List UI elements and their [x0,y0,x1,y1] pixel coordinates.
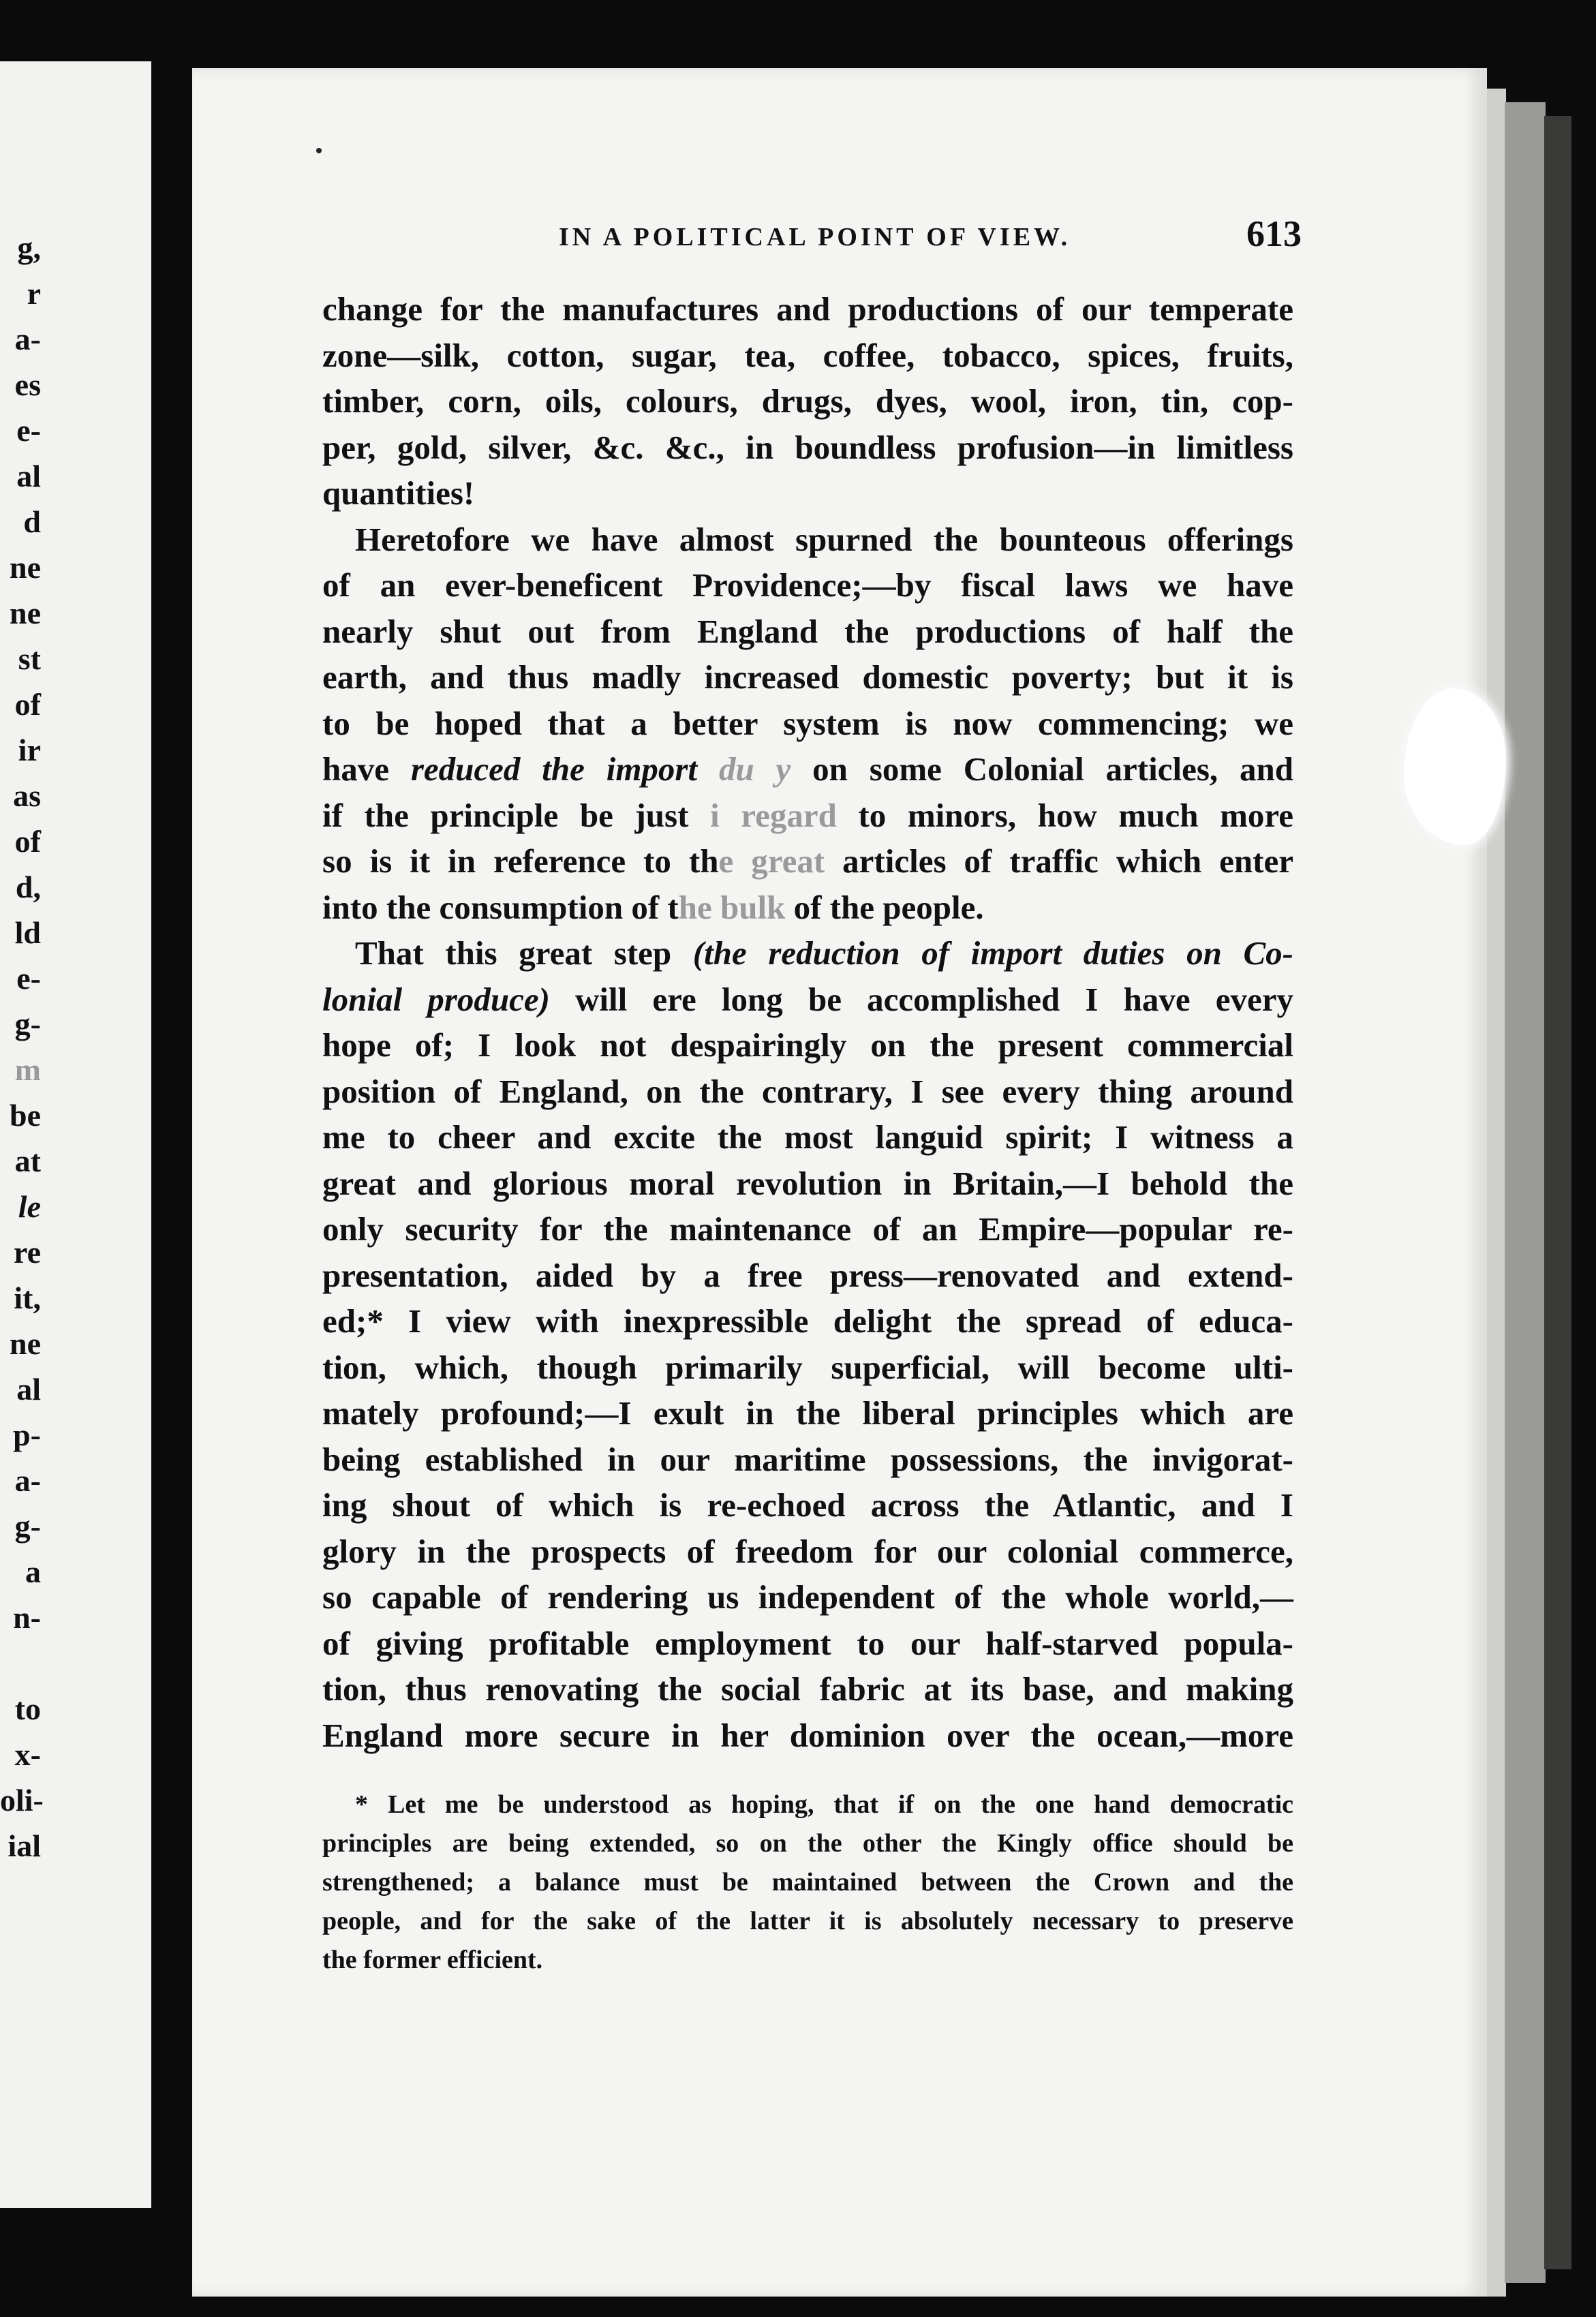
fragment: le [18,1189,41,1224]
fragment: at [14,1144,41,1178]
paragraph-2 [322,517,1293,931]
fragment: d [23,504,41,539]
fragment: m [14,1052,41,1087]
fragment: g- [14,1509,41,1544]
fragment: a [25,1554,41,1589]
fragment: es [14,367,41,402]
text-line: change for the manufactures and productions of our temperate [322,290,1293,328]
fragment: oli- [0,1783,44,1817]
fragment: be [10,1098,41,1133]
fragment: a- [14,322,41,356]
text-run: into the consumption of t [322,888,679,926]
fragment: d, [15,870,41,904]
text-line [322,793,1293,839]
text-run: if the principle be just [322,796,711,834]
text-line: per, gold, silver, &c. &c., in boundless profusion—in limitless [322,428,1293,466]
text-run: That this great step [355,934,693,972]
footnote [322,1785,1293,1980]
fragment [0,1640,41,1686]
text-line: position of England, on the contrary, I see every thing around [322,1072,1293,1110]
footnote-line: principles are being extended, so on the other the Kingly office should be [322,1829,1293,1858]
fragment: of [14,687,41,722]
fragment: ir [18,733,41,767]
faded-run: e great [718,842,825,880]
text-run: so is it in reference to th [322,842,719,880]
fragment: r [27,276,41,311]
text-line: quantities! [322,474,475,512]
fragment: p- [13,1417,41,1452]
fragment: g, [17,230,41,265]
fragment: it, [14,1280,41,1315]
text-line: of an ever-beneficent Providence;—by fiscal laws we have [322,566,1293,604]
text-line: so capable of rendering us independent of the whole world,— [322,1578,1293,1616]
text-line: presentation, aided by a free press—renovated and extend- [322,1256,1293,1294]
italic-run: lonial produce) [322,980,550,1018]
fragment: g- [14,1007,41,1041]
italic-run: (the reduction of import duties on Co- [692,934,1293,972]
text-line: Heretofore we have almost spurned the bounteous offerings [355,520,1293,558]
italic-run: reduced the import [410,750,698,788]
text-line: hope of; I look not despairingly on the present commercial [322,1026,1293,1064]
text-line: England more secure in her dominion over the ocean,—more [322,1716,1293,1754]
fragment: as [13,778,41,813]
fragment: a- [14,1463,41,1498]
fragment: of [14,824,41,859]
paragraph-3 [322,930,1293,1758]
text-run: have [322,750,411,788]
fragment: ne [10,1326,41,1361]
text-run: of the people. [785,888,984,926]
text-line: only security for the maintenance of an Empire—popular re- [322,1210,1293,1248]
facing-page-text-fragments [0,225,44,1869]
faded-run: du y [697,750,791,788]
fragment: e- [16,413,41,448]
body-text [322,286,1293,1758]
ink-speck [316,148,322,153]
text-run: articles of traffic which enter [825,842,1293,880]
text-line: of giving profitable employment to our half-starved popula- [322,1624,1293,1662]
text-line: tion, thus renovating the social fabric at its base, and making [322,1670,1293,1708]
page-edge [1505,102,1546,2283]
text-line [322,885,1293,931]
text-run: to minors, how much more [836,796,1294,834]
text-line: ing shout of which is re-echoed across the Atlantic, and I [322,1486,1293,1524]
text-line: zone—silk, cotton, sugar, tea, coffee, tobacco, spices, fruits, [322,336,1293,374]
fragment: x- [14,1737,41,1772]
text-line: earth, and thus madly increased domestic poverty; but it is [322,658,1293,696]
text-line: tion, which, though primarily superficial, will become ulti- [322,1348,1293,1386]
paragraph-1 [322,286,1293,517]
text-line: mately profound;—I exult in the liberal principles which are [322,1394,1293,1432]
faded-run: he bulk [678,888,786,926]
footnote-line: * Let me be understood as hoping, that if on the one hand democratic [355,1790,1293,1819]
fragment: al [16,1372,41,1407]
text-line [322,838,1293,885]
text-line [322,746,1293,793]
page-number: 613 [1246,213,1302,254]
running-head: IN A POLITICAL POINT OF VIEW. [559,223,1071,251]
text-line: to be hoped that a better system is now commencing; we [322,704,1293,742]
text-run: will ere long be accomplished I have every [549,980,1293,1018]
page-header [559,213,1302,260]
footnote-line: people, and for the sake of the latter it is absolutely necessary to preserve [322,1907,1293,1935]
text-line [322,977,1293,1023]
text-line: me to cheer and excite the most languid spirit; I witness a [322,1118,1293,1156]
fragment: ne [10,596,41,630]
fragment: ne [10,550,41,585]
fragment: e- [16,961,41,996]
footnote-line: the former efficient. [322,1946,543,1974]
fragment: re [13,1235,41,1270]
fragment: al [16,459,41,493]
page-edge [1544,116,1571,2269]
fragment: n- [13,1600,41,1635]
text-line: ed;* I view with inexpressible delight the spread of educa- [322,1302,1293,1340]
text-line [322,930,1293,977]
text-line: timber, corn, oils, colours, drugs, dyes, wool, iron, tin, cop- [322,382,1293,420]
text-line: nearly shut out from England the productions of half the [322,612,1293,650]
fragment: to [14,1691,41,1726]
text-run: on some Colonial articles, and [791,750,1294,788]
fragment: ld [14,915,41,950]
text-line: being established in our maritime possessions, the invigorat- [322,1440,1293,1478]
paper-damage-stain [1404,688,1506,845]
text-line: glory in the prospects of freedom for our colonial commerce, [322,1532,1293,1570]
footnote-line: strengthened; a balance must be maintained between the Crown and the [322,1868,1293,1897]
fragment: ial [7,1828,41,1863]
text-line: great and glorious moral revolution in Britain,—I behold the [322,1164,1293,1202]
fragment: st [18,641,41,676]
faded-run: i regard [710,796,837,834]
